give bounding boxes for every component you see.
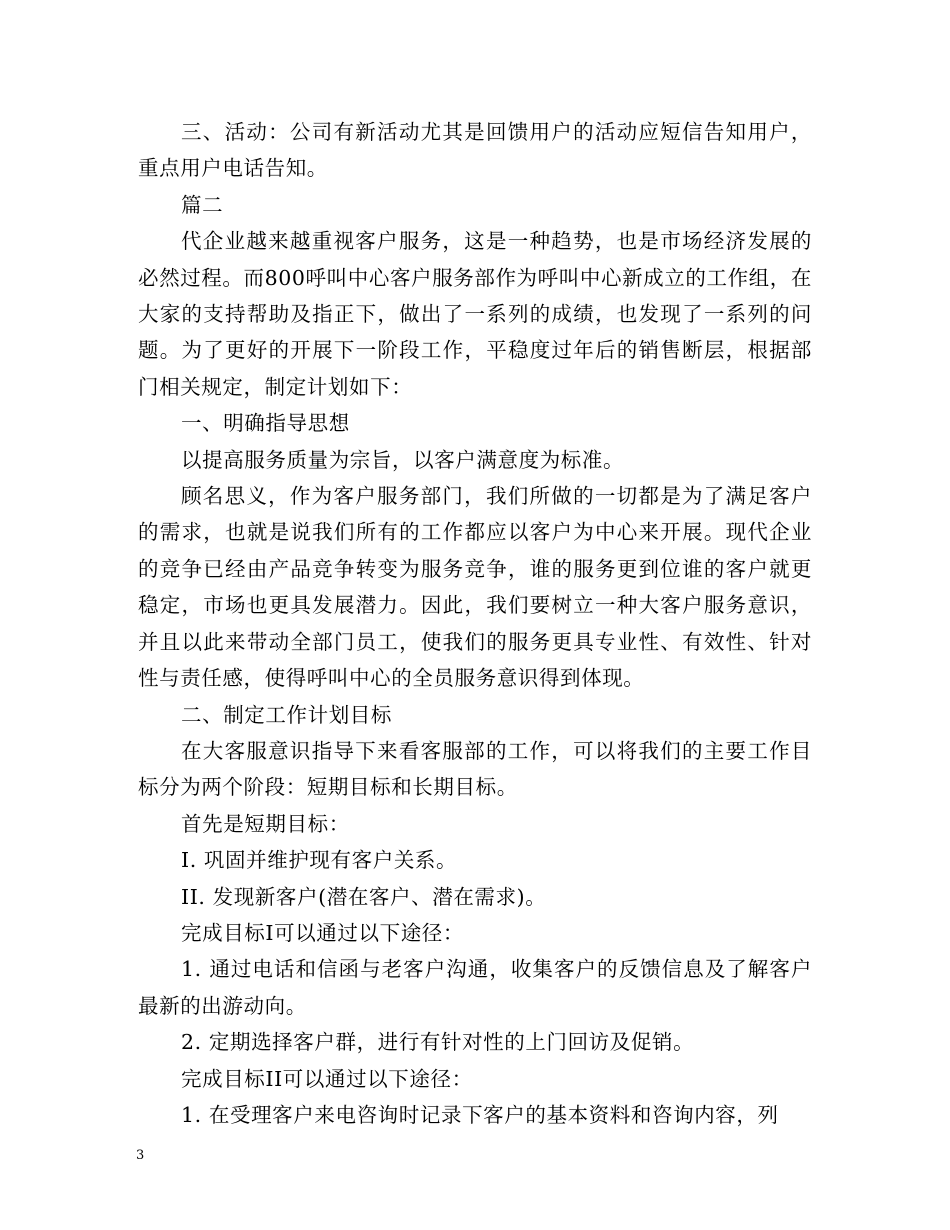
paragraph-purpose: 以提高服务质量为宗旨，以客户满意度为标准。 [181,447,625,472]
paragraph-intro: 代企业越来越重视客户服务，这是一种趋势，也是市场经济发展的必然过程。而800呼叫中心客户服务部作为呼叫中心新成立的工作组，在大家的支持帮助及指正下，做出了一系列的成绩，也发现了一系列的问题。为了更好的开展下一阶段工作，平稳度过年后的销售断层，根据部门相关规定，制定计划如下： [138,229,812,399]
paragraph-activity: 三、活动：公司有新活动尤其是回馈用户的活动应短信告知用户，重点用户电话告知。 [138,120,812,181]
paragraph-heading-guiding-thought: 一、明确指导思想 [181,411,350,436]
paragraph-section-heading: 篇二 [181,192,224,217]
list-item-method-1: 1. 通过电话和信函与老客户沟通，收集客户的反馈信息及了解客户最新的出游动向。 [138,957,812,1018]
page-number: 3 [136,1148,145,1163]
paragraph-goal-2-methods: 完成目标II可以通过以下途径： [181,1066,473,1091]
paragraph-explanation: 顾名思义，作为客户服务部门，我们所做的一切都是为了满足客户的需求，也就是说我们所有的工作都应以客户为中心来开展。现代企业的竞争已经由产品竞争转变为服务竞争，谁的服务更到位谁的客户就更稳定，市场也更具发展潜力。因此，我们要树立一种大客户服务意识，并且以此来带动全部门员工，使我们的服务更具专业性、有效性、针对性与责任感，使得呼叫中心的全员服务意识得到体现。 [138,484,812,691]
paragraph-short-term-goals: 首先是短期目标： [181,811,350,836]
list-item-goal-1: I. 巩固并维护现有客户关系。 [181,848,458,873]
list-item-method-3: 1. 在受理客户来电咨询时记录下客户的基本资料和咨询内容，列 [181,1102,779,1127]
document-body [138,114,812,1133]
list-item-method-2: 2. 定期选择客户群，进行有针对性的上门回访及促销。 [181,1030,695,1055]
paragraph-heading-work-goals: 二、制定工作计划目标 [181,702,392,727]
list-item-goal-2: II. 发现新客户(潜在客户、潜在需求)。 [181,884,547,909]
paragraph-goal-1-methods: 完成目标I可以通过以下途径： [181,920,464,945]
paragraph-goal-stages: 在大客服意识指导下来看客服部的工作，可以将我们的主要工作目标分为两个阶段：短期目标和长期目标。 [138,738,812,800]
